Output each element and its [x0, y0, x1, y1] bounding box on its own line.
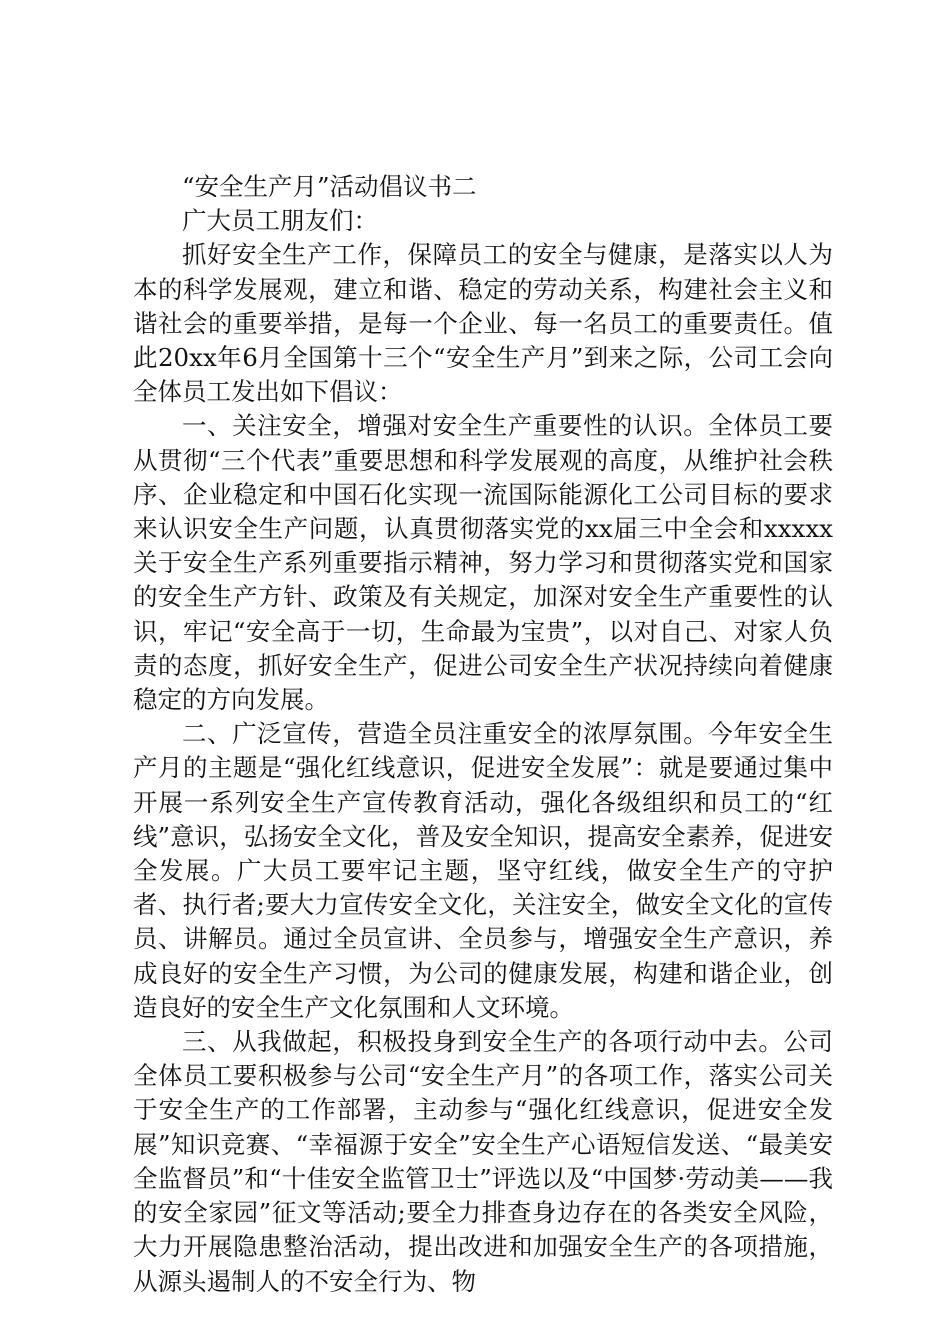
paragraph-point-3: 三、从我做起，积极投身到安全生产的各项行动中去。公司全体员工要积极参与公司“安全生产月”的各项工作，落实公司关于安全生产的工作部署，主动参与“强化红线意识，促进安全发展”知识竞赛、“幸福源于安全”安全生产心语短信发送、“最美安全监督员”和“十佳安全监管卫士”评选以及“中国梦·劳动美——我的安全家园”征文等活动;要全力排查身边存在的各类安全风险，大力开展隐患整治活动，提出改进和加强安全生产的各项措施，从源头遏制人的不安全行为、物 — [133, 1027, 833, 1296]
salutation: 广大员工朋友们： — [182, 206, 378, 236]
paragraph-point-1: 一、关注安全，增强对安全生产重要性的认识。全体员工要从贯彻“三个代表”重要思想和科学发展观的高度，从维护社会秩序、企业稳定和中国石化实现一流国际能源化工公司目标的要求来认识安全生产问题，认真贯彻落实党的xx届三中全会和xxxxx关于安全生产系列重要指示精神，努力学习和贯彻落实党和国家的安全生产方针、政策及有关规定，加深对安全生产重要性的认识，牢记“安全高于一切，生命最为宝贵”，以对自己、对家人负责的态度，抓好安全生产，促进公司安全生产状况持续向着健康稳定的方向发展。 — [133, 411, 833, 715]
paragraph-intro: 抓好安全生产工作，保障员工的安全与健康，是落实以人为本的科学发展观，建立和谐、稳定的劳动关系，构建社会主义和谐社会的重要举措，是每一个企业、每一名员工的重要责任。值此20xx年6月全国第十三个“安全生产月”到来之际，公司工会向全体员工发出如下倡议： — [133, 240, 833, 407]
document-body — [133, 170, 833, 1299]
paragraph-point-2: 二、广泛宣传，营造全员注重安全的浓厚氛围。今年安全生产月的主题是“强化红线意识，促进安全发展”：就是要通过集中开展一系列安全生产宣传教育活动，强化各级组织和员工的“红线”意识，弘扬安全文化，普及安全知识，提高安全素养，促进安全发展。广大员工要牢记主题，坚守红线，做安全生产的守护者、执行者;要大力宣传安全文化，关注安全，做安全文化的宣传员、讲解员。通过全员宣讲、全员参与，增强安全生产意识，养成良好的安全生产习惯，为公司的健康发展，构建和谐企业，创造良好的安全生产文化氛围和人文环境。 — [133, 719, 833, 1022]
document-title: “安全生产月”活动倡议书二 — [182, 172, 477, 201]
